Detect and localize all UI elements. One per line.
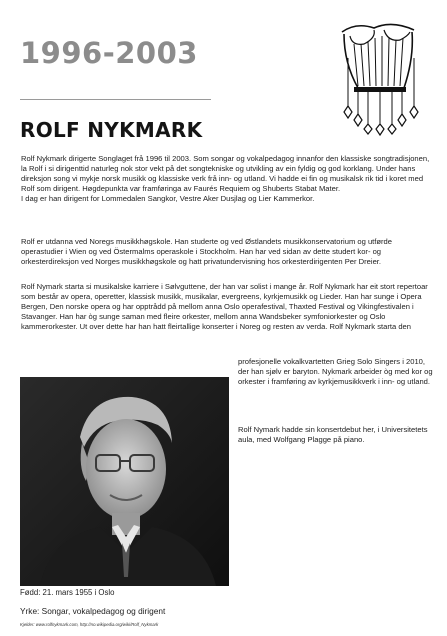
paragraph-grieg-solo-singers: profesjonelle vokalkvartetten Grieg Solo Singers i 2010, der han sjølv er baryton. Nykmark arbeider òg med kor og orkester i framføring av kyrkjemusikkverk i inn- og utland. [238,357,433,387]
paragraph-songlaget-tenure: Rolf Nykmark dirigerte Songlaget frå 1996 til 2003. Som songar og vokalpedagog innanfor den klassiske songtradisjonen, la Rolf i si dirigenttid naturleg nok stor vekt på det songtekniske og utvikling av ein fyldig og god korklang. Under hans direksjon song vi mykje norsk musikk og klassiske verk frå inn- og utland. Vi hadde ei fin og musikalsk rik tid i koret med Rolf som dirigent. Høgdepunkta var framføringa av Faurés Requiem og Shuberts Stabat Mater. I dag er han dirigent for Lommedalen Sangkor, Vestre Aker Dusjlag og Lier Kammerkor. [21,154,430,204]
heading-divider [20,99,211,100]
paragraph-education: Rolf er utdanna ved Noregs musikkhøgskole. Han studerte og ved Østlandets musikkonservatorium og utførde operastudier i Wien og ved Östermalms operaskole i Stockholm. Han har ved sidan av dette studert kor- og orkesterdireksjon ved Norges musikkhøgskole og hatt privatundervisning hos orkesterdirigenten Per Dreier. [21,237,393,267]
harp-emblem-logo [334,18,426,138]
paragraph-career: Rolf Nymark starta si musikalske karriere i Sølvguttene, der han var solist i mange år. Rolf Nykmark har eit stort repertoar som består av opera, operetter, klassisk musikk, musikalar, evergreens, kyrkjemusikk og Lieder. Han har sunge i Opera Bergen, Den norske opera og har opptrådd på mellom anna Oslo operafestival, Thaxted Festival og Vikingfestivalen i Stavanger. Han har òg sunge saman med fleire orkester, mellom anna Wandsbeker symfoniorkester og Oslo kammerorkester. Ut over dette har han hatt fleirtallige konserter i Noreg og resten av verda. Rolf Nykmark starta den [21,282,428,332]
person-name-heading: ROLF NYKMARK [20,118,203,142]
birth-caption: Fødd: 21. mars 1955 i Oslo [20,588,115,597]
sources-footnote: Kjelder: www.rolfnykmark.com, http://no.wikipedia.org/wiki/Rolf_Nykmark [20,622,159,627]
occupation-caption: Yrke: Songar, vokalpedagog og dirigent [20,606,166,616]
years-heading: 1996-2003 [20,36,198,70]
portrait-photo [20,377,229,586]
paragraph-concert-debut: Rolf Nymark hadde sin konsertdebut her, i Universitetets aula, med Wolfgang Plagge på piano. [238,425,428,445]
